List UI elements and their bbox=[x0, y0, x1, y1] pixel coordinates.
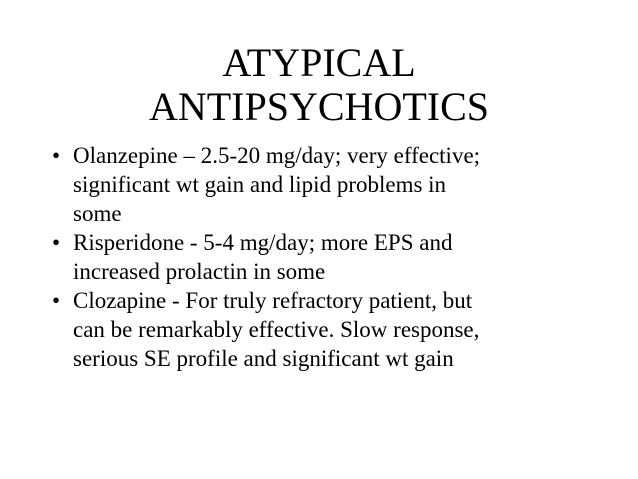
slide-title-line-1: ATYPICAL bbox=[222, 40, 416, 85]
bullet-item-clozapine bbox=[49, 286, 619, 373]
slide-title bbox=[0, 41, 638, 129]
bullet-text-line: increased prolactin in some bbox=[73, 259, 326, 284]
bullet-text-line: Clozapine - For truly refractory patient, but bbox=[73, 288, 473, 313]
bullet-text-line: can be remarkably effective. Slow response, bbox=[73, 317, 480, 342]
bullet-text-line: serious SE profile and significant wt gain bbox=[73, 346, 454, 371]
bullet-text-line: significant wt gain and lipid problems in bbox=[73, 172, 447, 197]
bullet-icon: • bbox=[52, 288, 61, 313]
bullet-icon: • bbox=[52, 230, 61, 255]
bullet-list bbox=[49, 141, 619, 373]
slide-title-line-2: ANTIPSYCHOTICS bbox=[148, 84, 490, 129]
bullet-text-line: Risperidone - 5-4 mg/day; more EPS and bbox=[73, 230, 453, 255]
bullet-icon: • bbox=[52, 143, 61, 168]
bullet-text-line: some bbox=[73, 201, 122, 226]
bullet-text-line: Olanzepine – 2.5-20 mg/day; very effective; bbox=[73, 143, 481, 168]
bullet-item-olanzepine bbox=[49, 141, 619, 228]
bullet-item-risperidone bbox=[49, 228, 619, 286]
